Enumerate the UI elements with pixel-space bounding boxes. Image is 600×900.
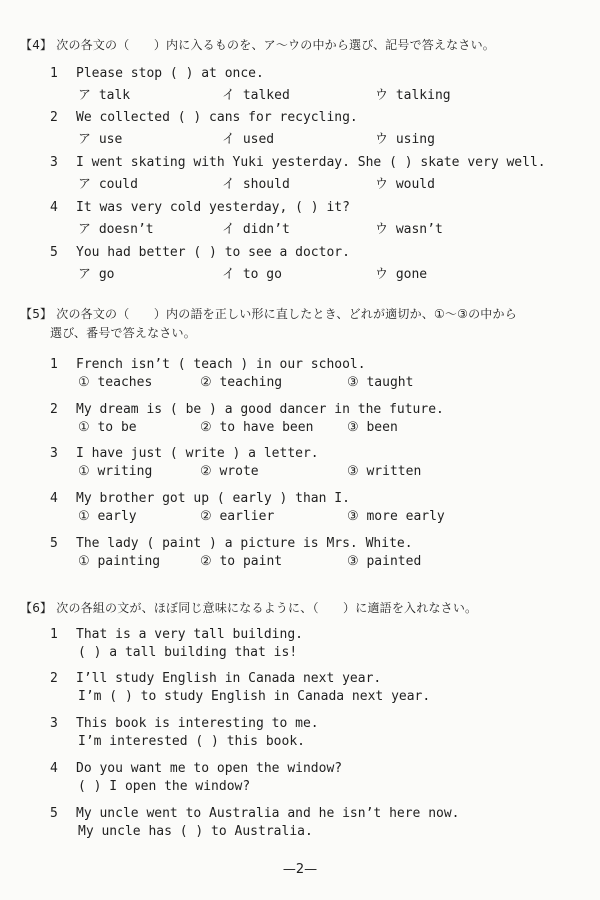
section-5-heading-line-2: 選び、番号で答えなさい。 [50,326,196,340]
s5-q1 [50,357,366,372]
q-text: My dream is ( be ) a good dancer in the future. [76,402,444,417]
q-text: We collected ( ) cans for recycling. [76,110,358,125]
s5-q3-option-3: ③ written [347,464,422,479]
q-text: My brother got up ( early ) than I. [76,491,350,506]
q-number: 2 [50,402,58,417]
s4-q2 [50,110,358,125]
s4-q3-option-b: イ should [222,177,290,192]
q-text: Do you want me to open the window? [76,761,343,776]
q-text: This book is interesting to me. [76,716,319,731]
s4-q4-option-a: ア doesn’t [78,222,154,237]
s4-q5 [50,245,350,260]
s6-q5-rewrite: My uncle has ( ) to Australia. [78,824,313,839]
s4-q3-option-a: ア could [78,177,138,192]
s4-q1-option-a: ア talk [78,88,131,103]
s4-q5-option-c: ウ gone [375,267,428,282]
section-4-heading: 【4】 次の各文の（ ）内に入るものを、ア～ウの中から選び、記号で答えなさい。 [20,38,495,52]
s6-q3-rewrite: I’m interested ( ) this book. [78,734,305,749]
s5-q5-option-1: ① painting [78,554,161,569]
q-text: You had better ( ) to see a doctor. [76,245,350,260]
q-number: 3 [50,155,58,170]
s5-q2-option-1: ① to be [78,420,137,435]
q-number: 1 [50,627,58,642]
s6-q1 [50,627,303,642]
s6-q2-rewrite: I’m ( ) to study English in Canada next year. [78,689,431,704]
s5-q1-option-3: ③ taught [347,375,414,390]
s5-q5-option-2: ② to paint [200,554,283,569]
s5-q1-option-2: ② teaching [200,375,283,390]
s5-q2 [50,402,444,417]
s4-q2-option-c: ウ using [375,132,435,147]
page-number: —2— [282,862,318,877]
q-text: I went skating with Yuki yesterday. She ( ) skate very well. [76,155,546,170]
q-number: 5 [50,806,58,821]
s4-q2-option-a: ア use [78,132,123,147]
q-text: The lady ( paint ) a picture is Mrs. White. [76,536,413,551]
s5-q4-option-2: ② earlier [200,509,275,524]
s5-q2-option-3: ③ been [347,420,398,435]
s5-q1-option-1: ① teaches [78,375,153,390]
q-text: I’ll study English in Canada next year. [76,671,382,686]
q-text: That is a very tall building. [76,627,303,642]
q-text: My uncle went to Australia and he isn’t here now. [76,806,460,821]
s6-q4-rewrite: ( ) I open the window? [78,779,251,794]
q-text: Please stop ( ) at once. [76,66,264,81]
s4-q5-option-b: イ to go [222,267,282,282]
q-number: 3 [50,716,58,731]
q-number: 1 [50,66,58,81]
s5-q3-option-2: ② wrote [200,464,259,479]
s4-q1-option-b: イ talked [222,88,290,103]
q-number: 4 [50,491,58,506]
q-number: 2 [50,110,58,125]
s4-q5-option-a: ア go [78,267,115,282]
s5-q4-option-3: ③ more early [347,509,445,524]
s5-q3 [50,446,319,461]
section-6-heading: 【6】 次の各組の文が、ほぼ同じ意味になるように、（ ）に適語を入れなさい。 [20,601,478,615]
s4-q3-option-c: ウ would [375,177,435,192]
s6-q2 [50,671,381,686]
s6-q3 [50,716,319,731]
q-text: French isn’t ( teach ) in our school. [76,357,366,372]
s4-q4-option-b: イ didn’t [222,222,290,237]
s5-q3-option-1: ① writing [78,464,153,479]
q-text: I have just ( write ) a letter. [76,446,319,461]
s4-q4 [50,200,350,215]
s6-q1-rewrite: ( ) a tall building that is! [78,645,298,660]
q-number: 2 [50,671,58,686]
s5-q2-option-2: ② to have been [200,420,314,435]
q-number: 1 [50,357,58,372]
s4-q1 [50,66,264,81]
s5-q5-option-3: ③ painted [347,554,422,569]
q-number: 3 [50,446,58,461]
q-number: 4 [50,200,58,215]
section-5-heading: 【5】 次の各文の（ ）内の語を正しい形に直したとき、どれが適切か、①～③の中から [20,307,517,321]
s6-q4 [50,761,342,776]
q-text: It was very cold yesterday, ( ) it? [76,200,350,215]
s4-q4-option-c: ウ wasn’t [375,222,443,237]
s5-q4 [50,491,350,506]
q-number: 5 [50,536,58,551]
s4-q3 [50,155,546,170]
s6-q5 [50,806,460,821]
q-number: 5 [50,245,58,260]
s5-q5 [50,536,413,551]
s4-q2-option-b: イ used [222,132,275,147]
s4-q1-option-c: ウ talking [375,88,451,103]
q-number: 4 [50,761,58,776]
s5-q4-option-1: ① early [78,509,137,524]
